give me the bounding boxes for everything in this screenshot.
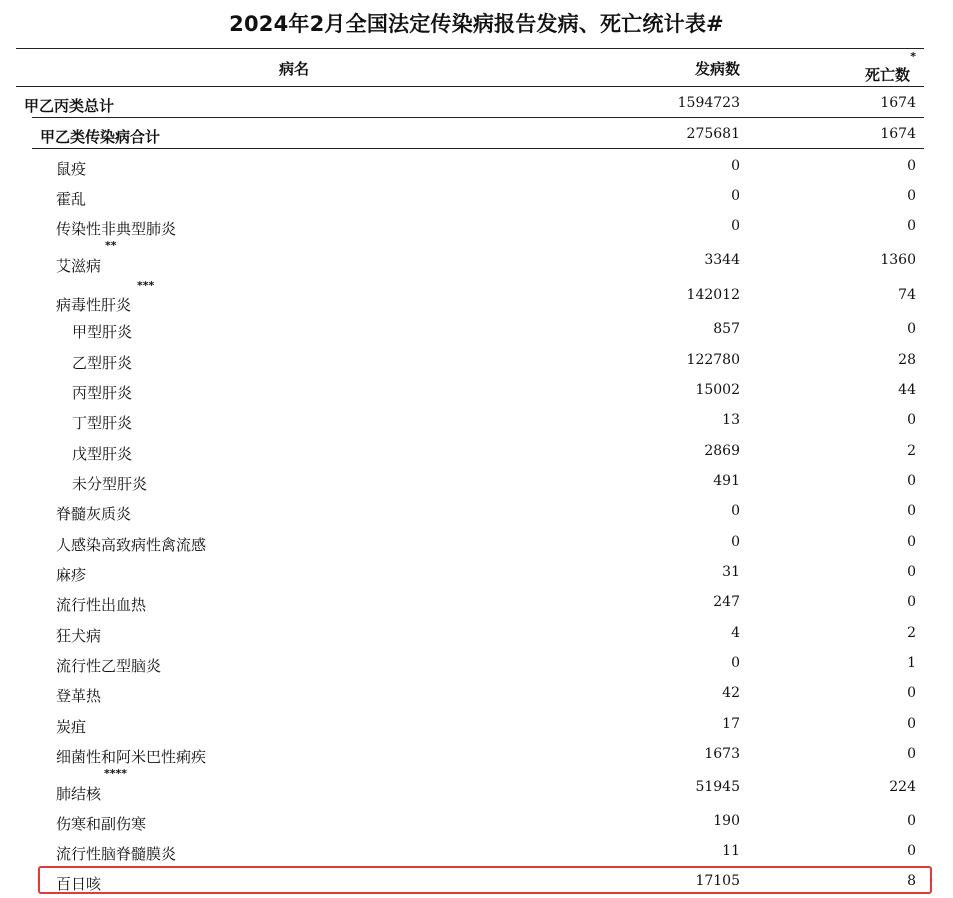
table-row (16, 527, 924, 557)
disease-name: 病毒性肝炎 (56, 296, 132, 314)
disease-name: 细菌性和阿米巴性痢疾 (56, 748, 207, 766)
deaths-value: 0 (907, 685, 916, 701)
cases-value: 3344 (704, 252, 740, 268)
table-row (16, 88, 924, 118)
header-cases: 发病数 (694, 60, 740, 78)
table-row (16, 806, 924, 836)
table-row (16, 239, 924, 279)
deaths-value: 0 (907, 813, 916, 829)
cases-value: 247 (713, 594, 740, 610)
deaths-value: 0 (907, 716, 916, 732)
cases-value: 31 (722, 564, 740, 580)
cases-value: 2869 (704, 443, 740, 459)
header-deaths-mark: * (910, 50, 916, 63)
deaths-value: 0 (907, 564, 916, 580)
cases-value: 0 (731, 503, 740, 519)
disease-name: 甲乙丙类总计 (24, 97, 115, 115)
row-divider (32, 117, 924, 118)
disease-name: 炭疽 (56, 718, 87, 736)
table-row (16, 557, 924, 587)
disease-name: 人感染高致病性禽流感 (56, 536, 207, 554)
deaths-value: 0 (907, 473, 916, 489)
table-row (16, 345, 924, 375)
deaths-value: 1674 (880, 126, 916, 142)
deaths-value: 74 (898, 287, 916, 303)
table-row (16, 496, 924, 526)
footnote-mark: **** (104, 767, 128, 780)
deaths-value: 1674 (880, 95, 916, 111)
table-row (16, 405, 924, 435)
disease-name: 鼠疫 (56, 160, 87, 178)
cases-value: 275681 (686, 126, 740, 142)
row-divider (32, 148, 924, 149)
deaths-value: 0 (907, 218, 916, 234)
deaths-value: 2 (907, 625, 916, 641)
disease-name: 流行性出血热 (56, 596, 147, 614)
cases-value: 17105 (695, 873, 740, 889)
footnote-mark: *** (137, 279, 155, 292)
disease-name: 麻疹 (56, 566, 87, 584)
cases-value: 17 (722, 716, 740, 732)
cases-value: 1594723 (677, 95, 740, 111)
deaths-value: 0 (907, 503, 916, 519)
table-row (16, 836, 924, 866)
deaths-value: 0 (907, 188, 916, 204)
disease-name: 肺结核 (56, 785, 102, 803)
deaths-value: 0 (907, 843, 916, 859)
disease-name: 登革热 (56, 687, 102, 705)
table-row (16, 767, 924, 807)
cases-value: 190 (713, 813, 740, 829)
cases-value: 1673 (704, 746, 740, 762)
disease-name: 百日咳 (56, 875, 102, 893)
deaths-value: 1 (907, 655, 916, 671)
deaths-value: 0 (907, 534, 916, 550)
cases-value: 491 (713, 473, 740, 489)
table-row (16, 151, 924, 181)
disease-name: 传染性非典型肺炎 (56, 220, 177, 238)
disease-name: 流行性乙型脑炎 (56, 657, 162, 675)
deaths-value: 44 (898, 382, 916, 398)
disease-name: 流行性脑脊髓膜炎 (56, 845, 177, 863)
cases-value: 13 (722, 412, 740, 428)
table-row (16, 709, 924, 739)
page-title: 2024年2月全国法定传染病报告发病、死亡统计表# (229, 12, 724, 36)
table-row (16, 678, 924, 708)
disease-name: 狂犬病 (56, 627, 102, 645)
deaths-value: 0 (907, 594, 916, 610)
table-row (16, 648, 924, 678)
cases-value: 0 (731, 218, 740, 234)
cases-value: 11 (722, 843, 740, 859)
disease-name: 脊髓灰质炎 (56, 505, 132, 523)
table-row (16, 314, 924, 344)
deaths-value: 0 (907, 746, 916, 762)
cases-value: 15002 (695, 382, 740, 398)
table-row (16, 280, 924, 314)
cases-value: 0 (731, 188, 740, 204)
table-row (16, 587, 924, 617)
header-name: 病名 (279, 60, 310, 78)
deaths-value: 0 (907, 321, 916, 337)
cases-value: 0 (731, 534, 740, 550)
disease-name: 丁型肝炎 (72, 414, 133, 432)
highlight-box (38, 866, 932, 894)
table-row (16, 739, 924, 769)
disease-name: 甲乙类传染病合计 (40, 128, 161, 146)
deaths-value: 0 (907, 158, 916, 174)
disease-name: 戊型肝炎 (72, 445, 133, 463)
deaths-value: 8 (907, 873, 916, 889)
disease-name: 丙型肝炎 (72, 384, 133, 402)
deaths-value: 224 (889, 779, 916, 795)
cases-value: 857 (713, 321, 740, 337)
cases-value: 51945 (695, 779, 740, 795)
footnote-mark: ** (105, 239, 117, 252)
table-row (16, 211, 924, 241)
disease-name: 艾滋病 (56, 257, 102, 275)
deaths-value: 0 (907, 412, 916, 428)
disease-name: 伤寒和副伤寒 (56, 815, 147, 833)
cases-value: 0 (731, 655, 740, 671)
table-row (16, 181, 924, 211)
disease-name: 甲型肝炎 (72, 323, 133, 341)
deaths-value: 2 (907, 443, 916, 459)
cases-value: 0 (731, 158, 740, 174)
deaths-value: 28 (898, 352, 916, 368)
disease-name: 乙型肝炎 (72, 354, 133, 372)
disease-name: 未分型肝炎 (72, 475, 148, 493)
table-top-rule (16, 48, 924, 49)
disease-name: 霍乱 (56, 190, 87, 208)
cases-value: 142012 (686, 287, 740, 303)
table-row (16, 119, 924, 149)
table-row (16, 466, 924, 496)
cases-value: 42 (722, 685, 740, 701)
deaths-value: 1360 (880, 252, 916, 268)
table-row (16, 436, 924, 466)
table-row (16, 375, 924, 405)
table-row (16, 618, 924, 648)
header-deaths: 死亡数 (864, 66, 910, 84)
header-bottom-rule (16, 86, 924, 87)
cases-value: 122780 (686, 352, 740, 368)
cases-value: 4 (731, 625, 740, 641)
